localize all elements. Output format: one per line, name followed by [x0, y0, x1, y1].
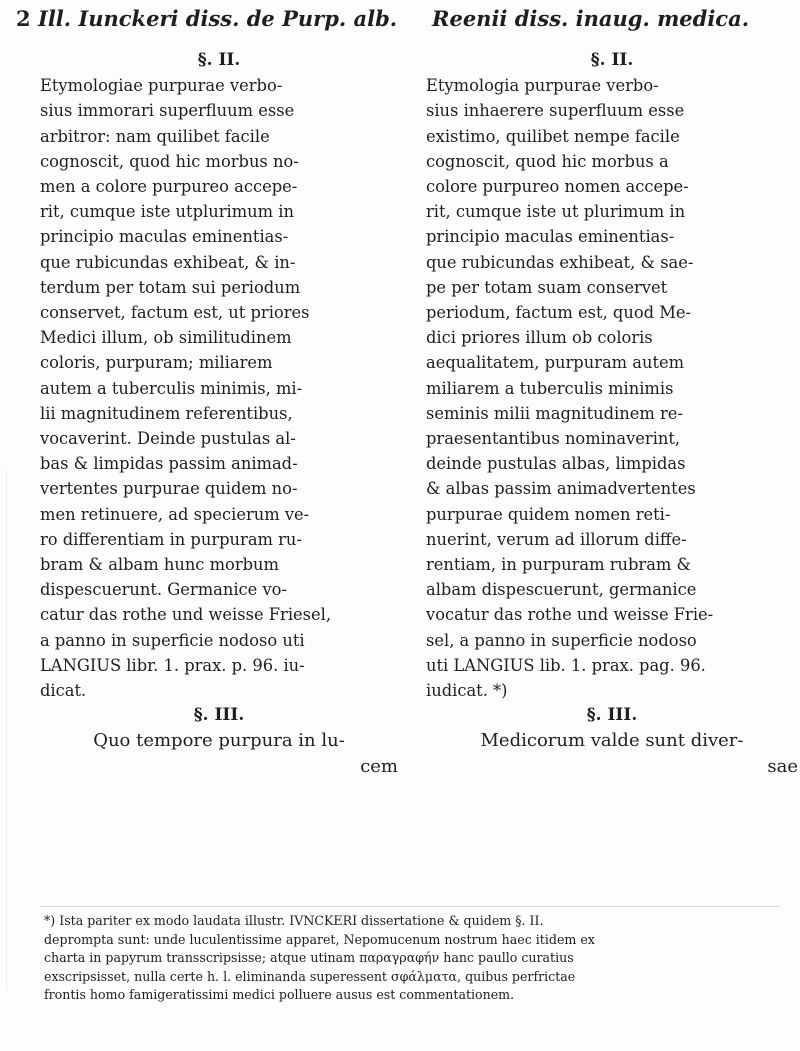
left-running-title: Ill. Iunckeri diss. de Purp. alb.	[38, 6, 398, 31]
footnote: *) Ista pariter ex modo laudata illustr. IVNCKERI dissertatione & quidem §. II. deprompta sunt: unde luculentissime apparet, Nepomucenum nostrum haec itidem ex charta in papyrum transscripsisse; atque utinam παραγραφήν hanc paullo curatius exscripsisset, nulla certe h. l. eliminanda superessent σφάλματα, quibus perfrictae frontis homo famigeratissimi medici polluere ausus est commentationem.	[44, 913, 595, 1003]
right-running-title: Reenii diss. inaug. medica.	[432, 6, 750, 31]
page-number: 2	[16, 6, 31, 31]
right-catchword: sae	[767, 755, 798, 777]
footnote-rule	[40, 906, 780, 907]
left-section-body: Etymologiae purpurae verbo- sius immorari superfluum esse arbitror: nam quilibet facile cognoscit, quod hic morbus no- men a colore purpureo accepe- rit, cumque iste utplurimum in principio maculas eminentias- que rubicundas exhibeat, & in- terdum per totam sui periodum conservet, factum est, ut priores Medici illum, ob similitudinem coloris, purpuram; miliarem autem a tuberculis minimis, mi- lii magnitudinem referentibus, vocaverint. Deinde pustulas al- bas & limpidas passim animad- vertentes purpurae quidem no- men retinuere, ad specierum ve- ro differentiam in purpuram ru- bram & albam hunc morbum dispescuerunt. Germanice vo- catur das rothe und weisse Friesel, a panno in superficie nodoso uti LANGIUS libr. 1. prax. p. 96. iu- dicat.	[40, 76, 332, 701]
left-section-heading-2: §. III.	[193, 705, 245, 726]
left-column	[40, 48, 398, 779]
right-section-start-line: Medicorum valde sunt diver-	[480, 730, 744, 752]
right-section-heading: §. II.	[590, 50, 634, 70]
running-header	[0, 6, 800, 34]
right-column	[426, 48, 798, 779]
left-section-heading: §. II.	[197, 50, 241, 70]
left-section-start-line: Quo tempore purpura in lu-	[93, 730, 345, 752]
right-section-heading-2: §. III.	[586, 705, 638, 726]
page-edge-mark	[6, 470, 7, 990]
right-section-body: Etymologia purpurae verbo- sius inhaerere superfluum esse existimo, quilibet nempe facile cognoscit, quod hic morbus a colore purpureo nomen accepe- rit, cumque iste ut plurimum in principio maculas eminentias- que rubicundas exhibeat, & sae- pe per totam suam conservet periodum, factum est, quod Me- dici priores illum ob coloris aequalitatem, purpuram autem miliarem a tuberculis minimis seminis milii magnitudinem re- praesentantibus nominaverint, deinde pustulas albas, limpidas & albas passim animadvertentes purpurae quidem nomen reti- nuerint, verum ad illorum diffe- rentiam, in purpuram rubram & albam dispescuerunt, germanice vocatur das rothe und weisse Frie- sel, a panno in superficie nodoso uti LANGIUS lib. 1. prax. pag. 96. iudicat. *)	[426, 76, 714, 701]
left-catchword: cem	[360, 755, 398, 777]
